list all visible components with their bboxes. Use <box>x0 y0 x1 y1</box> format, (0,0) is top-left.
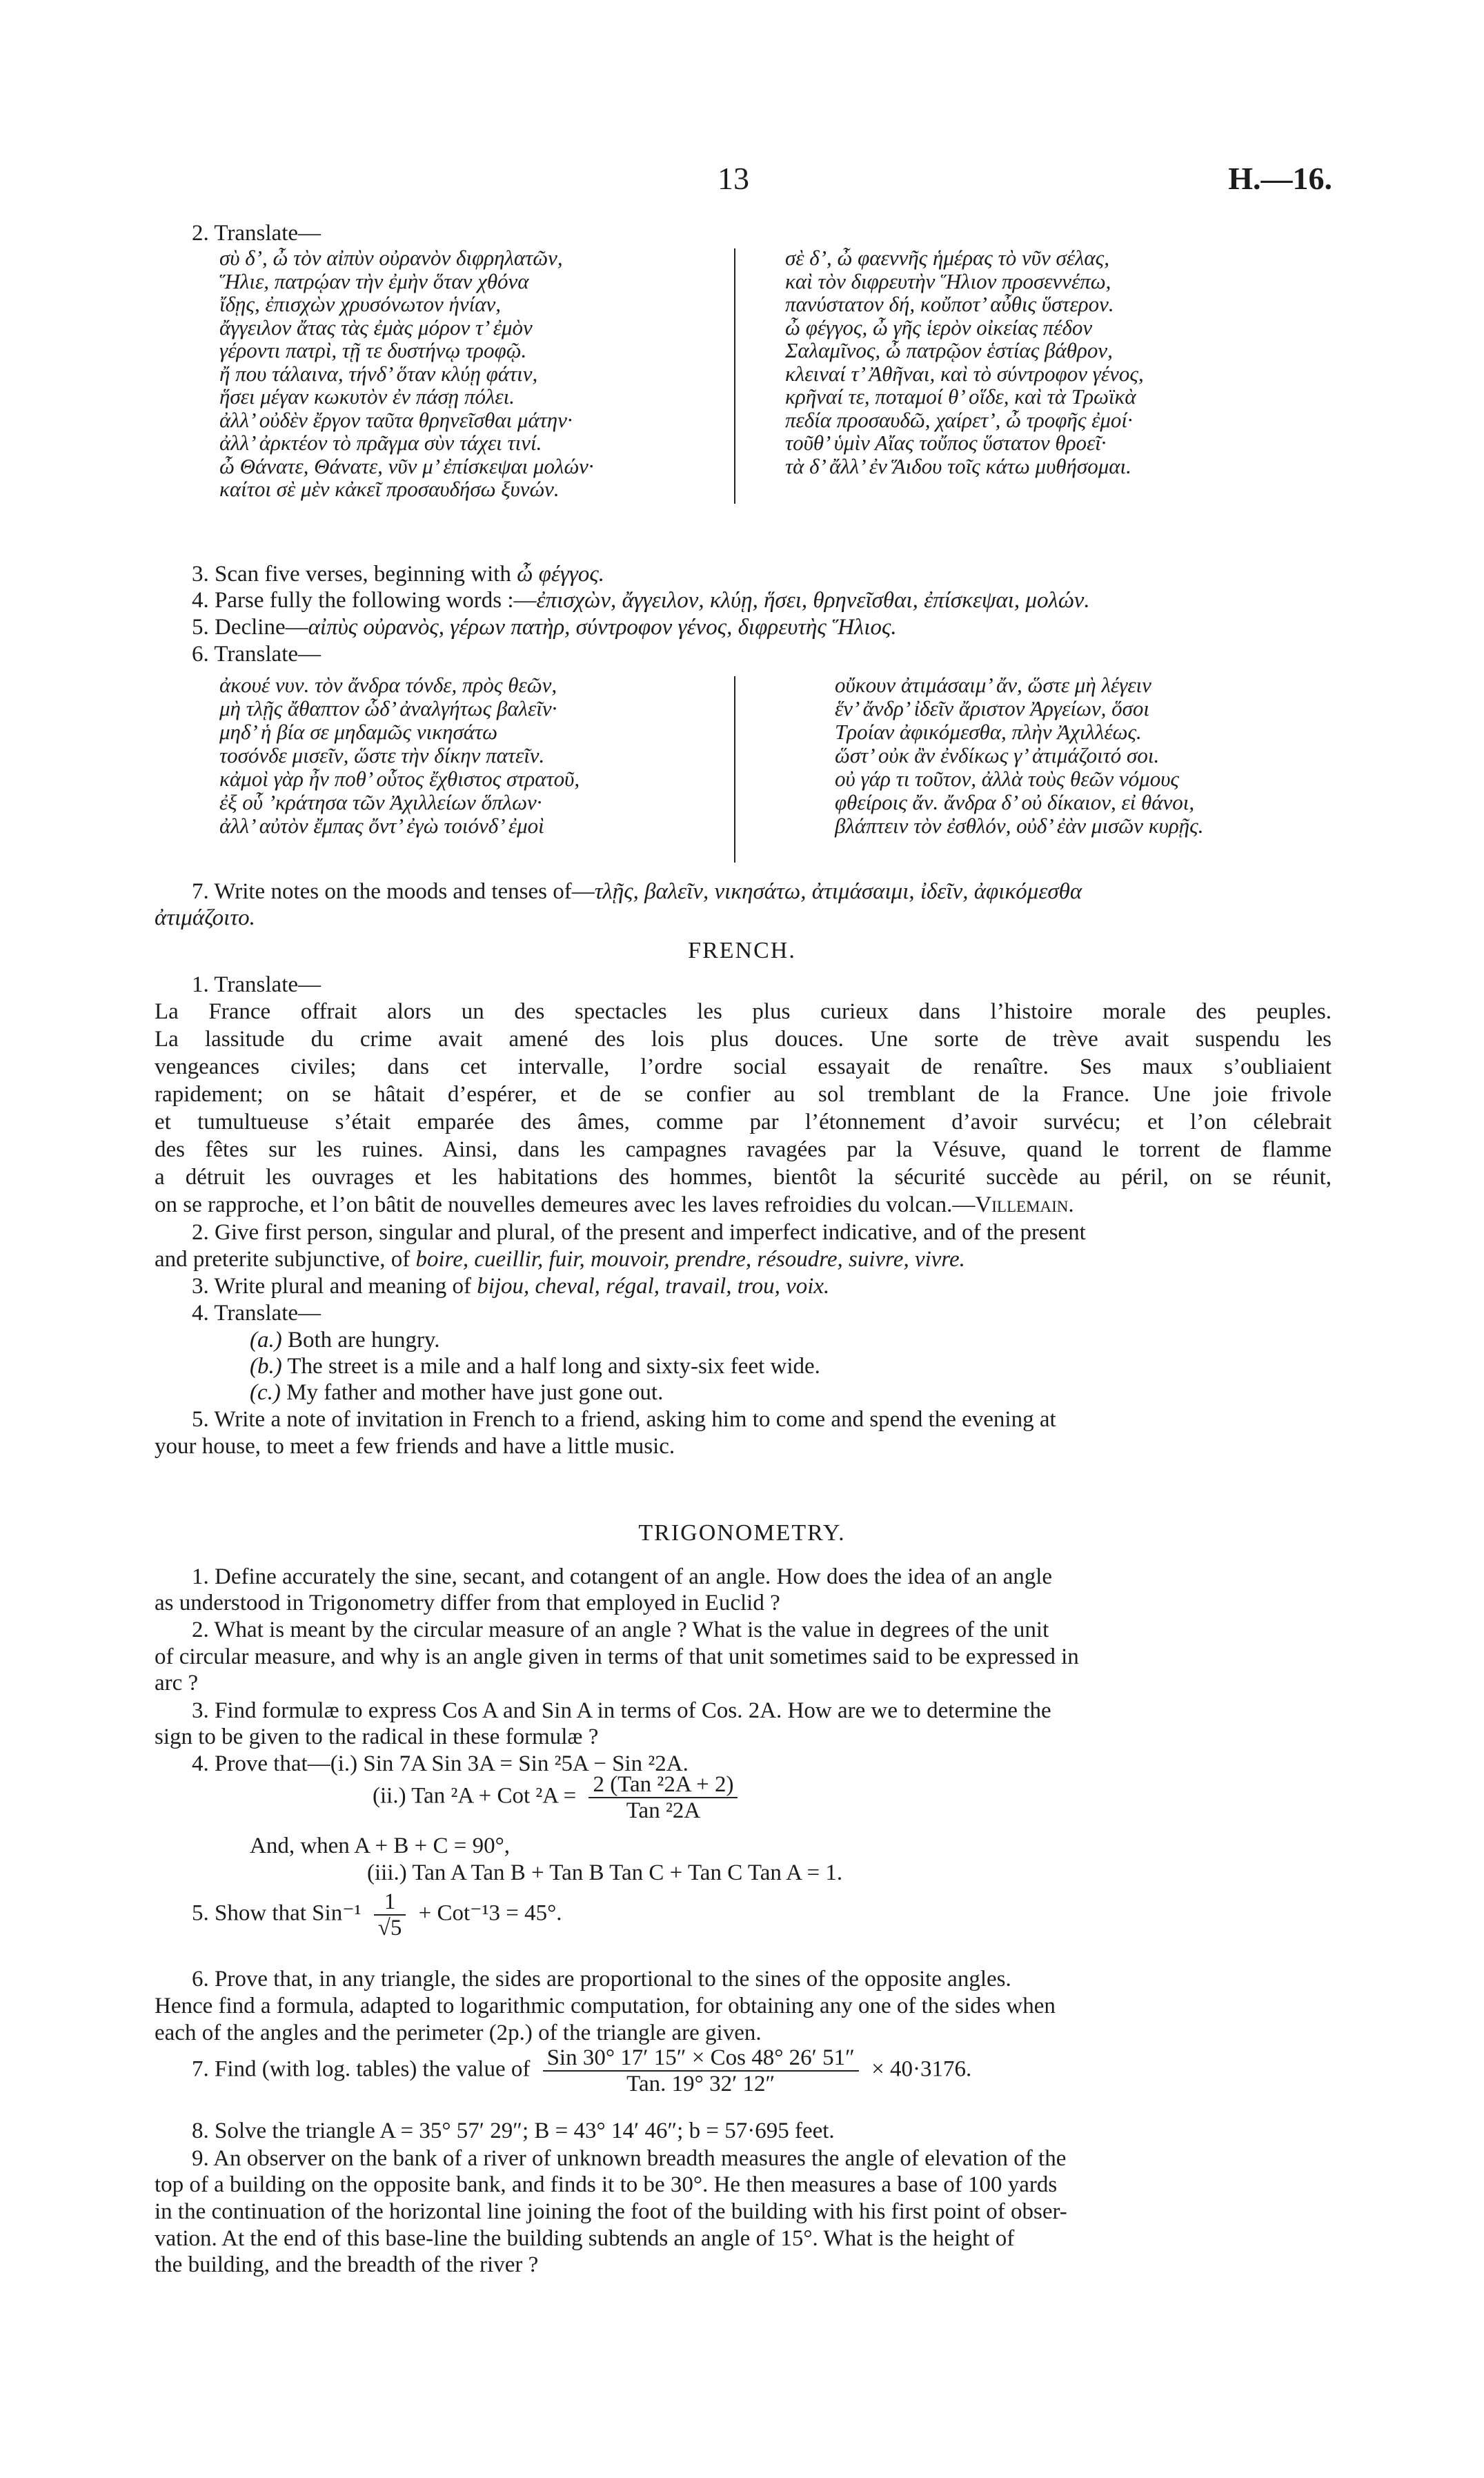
verse-line: ἀλλ’ ἀρκτέον τὸ πρᾶγμα σὺν τάχει τινί. <box>219 431 542 455</box>
trig-q7: 7. Find (with log. tables) the value of $\frac{\text{Sin 30° 17′ 15″ × Cos 48° 26′ 51″}}{\text{Tan. 19° 32′ 12″}}$ × 40·3176. <box>192 2045 972 2096</box>
trig-q7-fraction: $\frac{\text{Sin 30° 17′ 15″ × Cos 48° 26′ 51″}}{\text{Tan. 19° 32′ 12″}}$ <box>543 2045 859 2096</box>
verse-line: καὶ τὸν διφρευτὴν Ἥλιον προσεννέπω, <box>785 268 1111 293</box>
verse-line: Τροίαν ἀφικόμεσθα, πλὴν Ἀχιλλέως. <box>835 720 1142 744</box>
verse-line: τὰ δ’ ἄλλ’ ἐν Ἅιδου τοῖς κάτω μυθήσομαι. <box>785 453 1131 478</box>
passage-line: La lassitude du crime avait amené des lois plus douces. Une sorte de trève avait suspendu les <box>155 1027 1332 1052</box>
greek-q2-left-column <box>219 246 594 501</box>
page-number: 13 <box>718 161 749 196</box>
verse-line: ἤ που τάλαινα, τήνδ’ ὅταν κλύῃ φάτιν, <box>219 361 538 386</box>
verse-line: τοῦθ’ ὑμὶν Αἴας τοὔπος ὕστατον θροεῖ· <box>785 431 1107 455</box>
french-passage <box>155 998 1332 1191</box>
french-q3: 3. Write plural and meaning of bijou, cheval, régal, travail, trou, voix. <box>192 1274 830 1299</box>
verse-line: ἄγγειλον ἄτας τὰς ἐμὰς μόρον τ’ ἐμὸν <box>219 315 533 340</box>
verse-line: ὦ Θάνατε, Θάνατε, νῦν μ’ ἐπίσκεψαι μολών· <box>219 453 594 478</box>
verse-line: καίτοι σὲ μὲν κἀκεῖ προσαυδήσω ξυνών. <box>219 477 560 501</box>
verse-line: μηδ’ ἡ βία σε μηδαμῶς νικησάτω <box>219 720 498 744</box>
verse-line: πεδία προσαυδῶ, χαίρετ’, ὦ τροφῆς ἐμοί· <box>785 407 1133 432</box>
verse-line: τοσόνδε μισεῖν, ὥστε τὴν δίκην πατεῖν. <box>219 743 545 767</box>
trig-q4-i: 4. Prove that—(i.) Sin 7A Sin 3A = Sin ²5A − Sin ²2A. <box>192 1751 689 1776</box>
french-passage-last-line: on se rapproche, et l’on bâtit de nouvelles demeures avec les laves refroidies du volcan.—Villemain. <box>155 1192 1074 1217</box>
verse-line: ἀλλ’ οὐδὲν ἔργον ταῦτα θρηνεῖσθαι μάτην· <box>219 407 573 432</box>
greek-q5: 5. Decline—αἰπὺς οὐρανὸς, γέρων πατὴρ, σύντροφον γένος, διφρευτὴς Ἥλιος. <box>192 615 897 640</box>
french-q1-label: 1. Translate— <box>192 972 321 997</box>
verse-line: φθείροις ἄν. ἄνδρα δ’ οὐ δίκαιον, εἰ θάνοι, <box>835 790 1195 814</box>
trig-q6: 6. Prove that, in any triangle, the sides are proportional to the sines of the opposite angles. <box>192 1967 1011 1992</box>
french-q2: 2. Give first person, singular and plural, of the present and imperfect indicative, and of the present <box>192 1220 1086 1245</box>
verse-line: ἥσει μέγαν κωκυτὸν ἐν πάσῃ πόλει. <box>219 384 515 409</box>
trig-q6-continued: each of the angles and the perimeter (2p.) of the triangle are given. <box>155 2020 762 2045</box>
trig-q4-fraction: $\frac{\text{2 (Tan ²2A + 2)}}{\text{Tan ²2A}}$ <box>588 1772 738 1823</box>
trig-q9: 9. An observer on the bank of a river of unknown breadth measures the angle of elevation of the <box>192 2146 1067 2171</box>
trig-q6-continued: Hence find a formula, adapted to logarithmic computation, for obtaining any one of the sides when <box>155 1994 1056 2018</box>
french-q5-continued: your house, to meet a few friends and have a little music. <box>155 1434 675 1459</box>
trig-q5: 5. Show that Sin⁻¹ $\frac{1}{√5}$ + Cot⁻¹3 = 45°. <box>192 1889 562 1940</box>
trig-q9-continued: the building, and the breadth of the river ? <box>155 2252 539 2277</box>
trig-heading: TRIGONOMETRY. <box>638 1520 846 1546</box>
verse-line: μὴ τλῇς ἄθαπτον ὧδ’ ἀναλγήτως βαλεῖν· <box>219 696 557 720</box>
greek-q6-left-column <box>219 673 580 838</box>
verse-line: οὔκουν ἀτιμάσαιμ’ ἄν, ὥστε μὴ λέγειν <box>835 673 1151 697</box>
french-q4-item: (b.) The street is a mile and a half long and sixty-six feet wide. <box>250 1354 820 1379</box>
french-heading: FRENCH. <box>688 938 796 963</box>
trig-q8: 8. Solve the triangle A = 35° 57′ 29″; B = 43° 14′ 46″; b = 57·695 feet. <box>192 2118 835 2143</box>
passage-line: vengeances civiles; dans cet intervalle, l’ordre social essayait de renaître. Ses maux s’oubliaient <box>155 1054 1332 1079</box>
greek-q2-right-column <box>785 246 1144 478</box>
verse-line: ὥστ’ οὐκ ἂν ἐνδίκως γ’ ἀτιμάζοιτό σοι. <box>835 743 1160 767</box>
french-q4-item: (a.) Both are hungry. <box>250 1328 440 1353</box>
passage-line: a détruit les ouvrages et les habitations des hommes, bientôt la sécurité succède au péril, on se réunit, <box>155 1165 1332 1190</box>
trig-q9-continued: in the continuation of the horizontal line joining the foot of the building with his first point of obser- <box>155 2199 1067 2224</box>
trig-q4-iii: (iii.) Tan A Tan B + Tan B Tan C + Tan C Tan A = 1. <box>367 1860 843 1885</box>
page-reference: H.—16. <box>1228 161 1332 196</box>
passage-line: et tumultueuse s’était emparée des âmes, comme par l’étonnement d’avoir survécu; et l’on célebrait <box>155 1110 1332 1134</box>
trig-q4-condition: And, when A + B + C = 90°, <box>250 1833 511 1858</box>
trig-q1-continued: as understood in Trigonometry differ from that employed in Euclid ? <box>155 1591 780 1615</box>
greek-q6-right-column <box>835 673 1203 838</box>
french-q4-item: (c.) My father and mother have just gone out. <box>250 1380 664 1405</box>
trig-q3: 3. Find formulæ to express Cos A and Sin A in terms of Cos. 2A. How are we to determine the <box>192 1698 1051 1723</box>
verse-line: οὐ γάρ τι τοῦτον, ἀλλὰ τοὺς θεῶν νόμους <box>835 767 1179 791</box>
greek-q4: 4. Parse fully the following words :—ἐπισχὼν, ἄγγειλον, κλύῃ, ἥσει, θρηνεῖσθαι, ἐπίσκεψαι, μολών. <box>192 588 1090 613</box>
passage-line: des fêtes sur les ruines. Ainsi, dans les campagnes ravagées par la Vésuve, quand le torrent de flamme <box>155 1137 1332 1162</box>
verse-line: σὲ δ’, ὦ φαεννῆς ἡμέρας τὸ νῦν σέλας, <box>785 246 1109 270</box>
trig-q2-continued: of circular measure, and why is an angle given in terms of that unit sometimes said to be expressed in <box>155 1644 1079 1669</box>
verse-line: σὺ δ’, ὦ τὸν αἰπὺν οὐρανὸν διφρηλατῶν, <box>219 246 563 270</box>
trig-q2-continued: arc ? <box>155 1671 199 1695</box>
verse-line: Ἥλιε, πατρῴαν τὴν ἐμὴν ὅταν χθόνα <box>219 268 529 293</box>
verse-line: βλάπτειν τὸν ἐσθλόν, οὐδ’ ἐὰν μισῶν κυρῇς. <box>835 814 1204 838</box>
verse-line: γέροντι πατρὶ, τῇ τε δυστήνῳ τροφῷ. <box>219 338 527 362</box>
column-divider <box>734 676 735 863</box>
column-divider <box>734 248 735 504</box>
verse-line: ἀλλ’ αὐτὸν ἔμπας ὄντ’ ἐγὼ τοιόνδ’ ἐμοὶ <box>219 814 544 838</box>
trig-q9-continued: top of a building on the opposite bank, and finds it to be 30°. He then measures a base of 100 yards <box>155 2172 1058 2197</box>
greek-q2-label: 2. Translate— <box>192 221 321 246</box>
trig-q4-ii: (ii.) Tan ²A + Cot ²A = $\frac{\text{2 (Tan ²2A + 2)}}{\text{Tan ²2A}}$ <box>373 1772 744 1823</box>
trig-q9-continued: vation. At the end of this base-line the building subtends an angle of 15°. What is the height of <box>155 2226 1015 2251</box>
french-q4-label: 4. Translate— <box>192 1301 321 1326</box>
verse-line: ἴδῃς, ἐπισχὼν χρυσόνωτον ἡνίαν, <box>219 292 501 316</box>
passage-line: La France offrait alors un des spectacles les plus curieux dans l’histoire morale des peuples. <box>155 999 1332 1024</box>
greek-q7-continued: ἀτιμάζοιτο. <box>155 905 255 930</box>
french-q2-continued: and preterite subjunctive, of boire, cueillir, fuir, mouvoir, prendre, résoudre, suivre, vivre. <box>155 1247 965 1272</box>
trig-q1: 1. Define accurately the sine, secant, and cotangent of an angle. How does the idea of an angle <box>192 1564 1053 1589</box>
greek-q6-label: 6. Translate— <box>192 642 321 667</box>
french-q5: 5. Write a note of invitation in French to a friend, asking him to come and spend the evening at <box>192 1407 1056 1432</box>
greek-q3: 3. Scan five verses, beginning with ὦ φέγγος. <box>192 562 605 587</box>
verse-line: πανύστατον δή, κοὔποτ’ αὖθις ὕστερον. <box>785 292 1114 316</box>
trig-q5-fraction: $\frac{1}{√5}$ <box>374 1889 406 1940</box>
trig-q2: 2. What is meant by the circular measure of an angle ? What is the value in degrees of the unit <box>192 1617 1049 1642</box>
verse-line: ἕν’ ἄνδρ’ ἰδεῖν ἄριστον Ἀργείων, ὅσοι <box>835 696 1149 720</box>
verse-line: ἐξ οὗ ’κράτησα τῶν Ἀχιλλείων ὅπλων· <box>219 790 542 814</box>
verse-line: ἀκουέ νυν. τὸν ἄνδρα τόνδε, πρὸς θεῶν, <box>219 673 557 697</box>
trig-q3-continued: sign to be given to the radical in these formulæ ? <box>155 1724 599 1749</box>
greek-q7: 7. Write notes on the moods and tenses of—τλῇς, βαλεῖν, νικησάτω, ἀτιμάσαιμι, ἰδεῖν, ἀφικόμεσθα <box>192 879 1082 904</box>
passage-line: rapidement; on se hâtait d’espérer, et de se confier au sol tremblant de la France. Une joie frivole <box>155 1082 1332 1107</box>
verse-line: ὦ φέγγος, ὦ γῆς ἱερὸν οἰκείας πέδον <box>785 315 1093 340</box>
verse-line: Σαλαμῖνος, ὦ πατρῷον ἑστίας βάθρον, <box>785 338 1113 362</box>
verse-line: κλειναί τ’ Ἀθῆναι, καὶ τὸ σύντροφον γένος, <box>785 361 1144 386</box>
verse-line: κἀμοὶ γὰρ ἦν ποθ’ οὗτος ἔχθιστος στρατοῦ, <box>219 767 580 791</box>
verse-line: κρῆναί τε, ποταμοί θ’ οἵδε, καὶ τὰ Τρωϊκὰ <box>785 384 1136 409</box>
